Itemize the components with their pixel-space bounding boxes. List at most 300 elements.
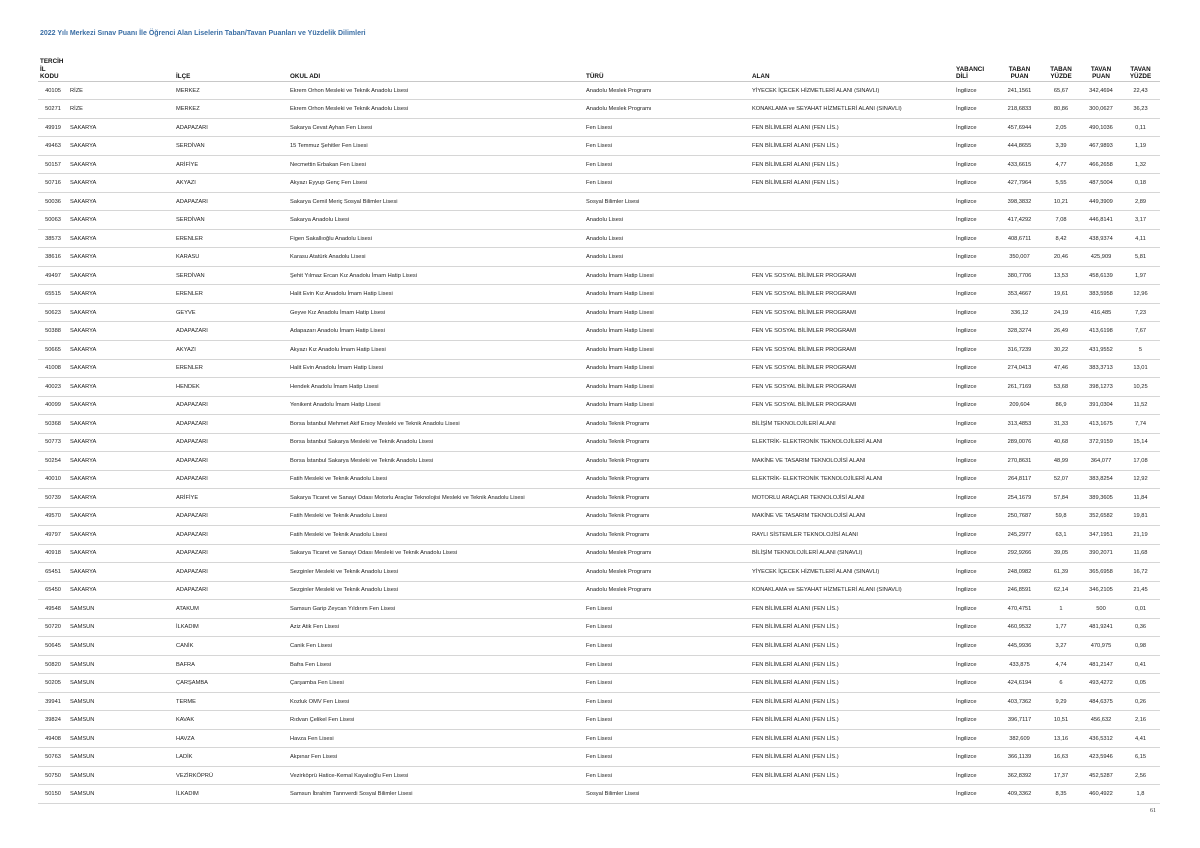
ilce-cell: ADAPAZARI [174, 396, 288, 415]
il-cell: SAKARYA [68, 341, 174, 360]
taban-puan-cell: 248,0982 [998, 563, 1041, 582]
turu-cell: Anadolu Lisesi [584, 248, 750, 267]
tavan-yuzde-cell: 22,43 [1121, 81, 1160, 100]
ilce-cell: ADAPAZARI [174, 415, 288, 434]
okul-adi-cell: Kozluk OMV Fen Lisesi [288, 692, 584, 711]
taban-yuzde-cell: 80,86 [1041, 100, 1081, 119]
taban-yuzde-cell: 1 [1041, 600, 1081, 619]
taban-yuzde-cell: 1,77 [1041, 618, 1081, 637]
tercih-kodu-cell: 50820 [38, 655, 68, 674]
taban-puan-cell: 396,7117 [998, 711, 1041, 730]
yabanci-dili-cell: İngilizce [954, 285, 998, 304]
taban-yuzde-cell: 65,67 [1041, 81, 1081, 100]
okul-adi-cell: Rıdvan Çelikel Fen Lisesi [288, 711, 584, 730]
table-row [38, 748, 1160, 767]
yabanci-dili-cell: İngilizce [954, 100, 998, 119]
tercih-kodu-cell: 50388 [38, 322, 68, 341]
alan-cell [750, 211, 954, 230]
table-row [38, 655, 1160, 674]
alan-cell: FEN BİLİMLERİ ALANI (FEN LİS.) [750, 692, 954, 711]
turu-cell: Anadolu Teknik Programı [584, 415, 750, 434]
okul-adi-cell: Borsa İstanbul Sakarya Mesleki ve Teknik Anadolu Lisesi [288, 433, 584, 452]
tavan-puan-cell: 389,3605 [1081, 489, 1121, 508]
alan-cell: FEN BİLİMLERİ ALANI (FEN LİS.) [750, 155, 954, 174]
header-taban-yuzde: TABAN YÜZDE [1041, 58, 1081, 81]
alan-cell: FEN BİLİMLERİ ALANI (FEN LİS.) [750, 711, 954, 730]
taban-yuzde-cell: 13,53 [1041, 266, 1081, 285]
taban-yuzde-cell: 40,68 [1041, 433, 1081, 452]
taban-puan-cell: 460,9532 [998, 618, 1041, 637]
il-cell: SAMSUN [68, 637, 174, 656]
taban-yuzde-cell: 52,07 [1041, 470, 1081, 489]
yabanci-dili-cell: İngilizce [954, 229, 998, 248]
tercih-kodu-cell: 41008 [38, 359, 68, 378]
taban-puan-cell: 292,9266 [998, 544, 1041, 563]
tercih-kodu-cell: 40099 [38, 396, 68, 415]
alan-cell: MOTORLU ARAÇLAR TEKNOLOJİSİ ALANI [750, 489, 954, 508]
okul-adi-cell: Borsa İstanbul Mehmet Akif Ersoy Mesleki ve Teknik Anadolu Lisesi [288, 415, 584, 434]
tercih-kodu-cell: 40918 [38, 544, 68, 563]
alan-cell: KONAKLAMA ve SEYAHAT HİZMETLERİ ALANI (SINAVLI) [750, 100, 954, 119]
yabanci-dili-cell: İngilizce [954, 452, 998, 471]
tavan-puan-cell: 416,485 [1081, 303, 1121, 322]
table-row [38, 322, 1160, 341]
ilce-cell: BAFRA [174, 655, 288, 674]
turu-cell: Fen Lisesi [584, 711, 750, 730]
page-number: 61 [1150, 808, 1156, 814]
tavan-puan-cell: 481,2147 [1081, 655, 1121, 674]
tercih-kodu-cell: 50665 [38, 341, 68, 360]
tavan-yuzde-cell: 0,36 [1121, 618, 1160, 637]
tavan-yuzde-cell: 0,18 [1121, 174, 1160, 193]
table-row [38, 248, 1160, 267]
yabanci-dili-cell: İngilizce [954, 211, 998, 230]
ilce-cell: İLKADIM [174, 785, 288, 804]
tavan-puan-cell: 446,8141 [1081, 211, 1121, 230]
okul-adi-cell: Akpınar Fen Lisesi [288, 748, 584, 767]
tavan-yuzde-cell: 12,92 [1121, 470, 1160, 489]
scores-table [38, 58, 1160, 804]
okul-adi-cell: Yenikent Anadolu İmam Hatip Lisesi [288, 396, 584, 415]
ilce-cell: ERENLER [174, 359, 288, 378]
tercih-kodu-cell: 50716 [38, 174, 68, 193]
tavan-yuzde-cell: 1,8 [1121, 785, 1160, 804]
ilce-cell: VEZİRKÖPRÜ [174, 766, 288, 785]
taban-yuzde-cell: 26,49 [1041, 322, 1081, 341]
turu-cell: Fen Lisesi [584, 766, 750, 785]
taban-puan-cell: 433,6615 [998, 155, 1041, 174]
tavan-yuzde-cell: 10,25 [1121, 378, 1160, 397]
table-row [38, 618, 1160, 637]
tercih-kodu-cell: 50254 [38, 452, 68, 471]
alan-cell: FEN BİLİMLERİ ALANI (FEN LİS.) [750, 600, 954, 619]
tavan-yuzde-cell: 21,45 [1121, 581, 1160, 600]
tercih-kodu-cell: 65515 [38, 285, 68, 304]
taban-puan-cell: 457,6944 [998, 118, 1041, 137]
tercih-kodu-cell: 50271 [38, 100, 68, 119]
taban-yuzde-cell: 17,37 [1041, 766, 1081, 785]
okul-adi-cell: Karasu Atatürk Anadolu Lisesi [288, 248, 584, 267]
okul-adi-cell: Adapazarı Anadolu İmam Hatip Lisesi [288, 322, 584, 341]
ilce-cell: KARASU [174, 248, 288, 267]
tavan-puan-cell: 470,975 [1081, 637, 1121, 656]
table-row [38, 526, 1160, 545]
tavan-puan-cell: 352,6582 [1081, 507, 1121, 526]
okul-adi-cell: Akyazı Kız Anadolu İmam Hatip Lisesi [288, 341, 584, 360]
il-cell: SAKARYA [68, 266, 174, 285]
turu-cell: Anadolu İmam Hatip Lisesi [584, 378, 750, 397]
ilce-cell: ATAKUM [174, 600, 288, 619]
il-cell: SAKARYA [68, 396, 174, 415]
tavan-yuzde-cell: 0,11 [1121, 118, 1160, 137]
table-row [38, 785, 1160, 804]
il-cell: SAKARYA [68, 489, 174, 508]
tavan-yuzde-cell: 7,74 [1121, 415, 1160, 434]
alan-cell: KONAKLAMA ve SEYAHAT HİZMETLERİ ALANI (SINAVLI) [750, 581, 954, 600]
ilce-cell: HENDEK [174, 378, 288, 397]
ilce-cell: ADAPAZARI [174, 192, 288, 211]
yabanci-dili-cell: İngilizce [954, 507, 998, 526]
tercih-kodu-cell: 65451 [38, 563, 68, 582]
tercih-kodu-cell: 50063 [38, 211, 68, 230]
table-row [38, 81, 1160, 100]
tavan-puan-cell: 383,5958 [1081, 285, 1121, 304]
tercih-kodu-cell: 49919 [38, 118, 68, 137]
table-row [38, 229, 1160, 248]
taban-yuzde-cell: 31,33 [1041, 415, 1081, 434]
alan-cell: MAKİNE VE TASARIM TEKNOLOJİSİ ALANI [750, 452, 954, 471]
tavan-puan-cell: 364,077 [1081, 452, 1121, 471]
turu-cell: Fen Lisesi [584, 692, 750, 711]
yabanci-dili-cell: İngilizce [954, 303, 998, 322]
header-ilce: İLÇE [174, 58, 288, 81]
alan-cell: YİYECEK İÇECEK HİZMETLERİ ALANI (SINAVLI) [750, 81, 954, 100]
yabanci-dili-cell: İngilizce [954, 378, 998, 397]
tercih-kodu-cell: 49570 [38, 507, 68, 526]
yabanci-dili-cell: İngilizce [954, 248, 998, 267]
taban-yuzde-cell: 8,35 [1041, 785, 1081, 804]
tercih-kodu-cell: 50623 [38, 303, 68, 322]
tavan-yuzde-cell: 5,81 [1121, 248, 1160, 267]
okul-adi-cell: Aziz Atik Fen Lisesi [288, 618, 584, 637]
taban-puan-cell: 270,8631 [998, 452, 1041, 471]
tavan-puan-cell: 423,5946 [1081, 748, 1121, 767]
header-turu: TÜRÜ [584, 58, 750, 81]
taban-puan-cell: 353,4667 [998, 285, 1041, 304]
tavan-puan-cell: 484,6375 [1081, 692, 1121, 711]
table-row [38, 637, 1160, 656]
tavan-yuzde-cell: 4,11 [1121, 229, 1160, 248]
tercih-kodu-cell: 50368 [38, 415, 68, 434]
il-cell: SAKARYA [68, 137, 174, 156]
yabanci-dili-cell: İngilizce [954, 674, 998, 693]
taban-yuzde-cell: 86,9 [1041, 396, 1081, 415]
tavan-yuzde-cell: 0,26 [1121, 692, 1160, 711]
tavan-yuzde-cell: 11,84 [1121, 489, 1160, 508]
taban-yuzde-cell: 4,77 [1041, 155, 1081, 174]
okul-adi-cell: Hendek Anadolu İmam Hatip Lisesi [288, 378, 584, 397]
tavan-yuzde-cell: 1,32 [1121, 155, 1160, 174]
alan-cell: FEN VE SOSYAL BİLİMLER PROGRAMI [750, 322, 954, 341]
il-cell: RİZE [68, 100, 174, 119]
tavan-yuzde-cell: 2,56 [1121, 766, 1160, 785]
yabanci-dili-cell: İngilizce [954, 711, 998, 730]
taban-yuzde-cell: 8,42 [1041, 229, 1081, 248]
alan-cell: FEN VE SOSYAL BİLİMLER PROGRAMI [750, 303, 954, 322]
tavan-yuzde-cell: 1,97 [1121, 266, 1160, 285]
taban-puan-cell: 254,1679 [998, 489, 1041, 508]
ilce-cell: GEYVE [174, 303, 288, 322]
table-row [38, 174, 1160, 193]
okul-adi-cell: Fatih Mesleki ve Teknik Anadolu Lisesi [288, 470, 584, 489]
turu-cell: Anadolu İmam Hatip Lisesi [584, 285, 750, 304]
tavan-puan-cell: 346,2105 [1081, 581, 1121, 600]
il-cell: SAKARYA [68, 211, 174, 230]
tercih-kodu-cell: 50157 [38, 155, 68, 174]
yabanci-dili-cell: İngilizce [954, 600, 998, 619]
il-cell: SAMSUN [68, 711, 174, 730]
tavan-yuzde-cell: 1,19 [1121, 137, 1160, 156]
turu-cell: Anadolu Lisesi [584, 229, 750, 248]
table-row [38, 470, 1160, 489]
taban-puan-cell: 250,7687 [998, 507, 1041, 526]
okul-adi-cell: Şehit Yılmaz Ercan Kız Anadolu İmam Hatip Lisesi [288, 266, 584, 285]
tavan-yuzde-cell: 21,19 [1121, 526, 1160, 545]
ilce-cell: KAVAK [174, 711, 288, 730]
yabanci-dili-cell: İngilizce [954, 266, 998, 285]
taban-yuzde-cell: 10,21 [1041, 192, 1081, 211]
okul-adi-cell: Ekrem Orhon Mesleki ve Teknik Anadolu Lisesi [288, 100, 584, 119]
il-cell: SAMSUN [68, 785, 174, 804]
taban-puan-cell: 274,0413 [998, 359, 1041, 378]
tavan-puan-cell: 347,1951 [1081, 526, 1121, 545]
okul-adi-cell: Akyazı Eyyup Genç Fen Lisesi [288, 174, 584, 193]
ilce-cell: SERDİVAN [174, 211, 288, 230]
taban-puan-cell: 382,609 [998, 729, 1041, 748]
alan-cell: MAKİNE VE TASARIM TEKNOLOJİSİ ALANI [750, 507, 954, 526]
okul-adi-cell: Samsun İbrahim Tannverdi Sosyal Bilimler Lisesi [288, 785, 584, 804]
turu-cell: Anadolu İmam Hatip Lisesi [584, 266, 750, 285]
taban-yuzde-cell: 48,99 [1041, 452, 1081, 471]
header-tavan-yuzde: TAVAN YÜZDE [1121, 58, 1160, 81]
turu-cell: Anadolu Lisesi [584, 211, 750, 230]
tavan-yuzde-cell: 17,08 [1121, 452, 1160, 471]
turu-cell: Anadolu Meslek Programı [584, 81, 750, 100]
il-cell: SAKARYA [68, 452, 174, 471]
turu-cell: Anadolu İmam Hatip Lisesi [584, 341, 750, 360]
table-row [38, 600, 1160, 619]
turu-cell: Fen Lisesi [584, 618, 750, 637]
taban-puan-cell: 241,1561 [998, 81, 1041, 100]
ilce-cell: ERENLER [174, 229, 288, 248]
yabanci-dili-cell: İngilizce [954, 415, 998, 434]
taban-yuzde-cell: 4,74 [1041, 655, 1081, 674]
tavan-puan-cell: 365,6958 [1081, 563, 1121, 582]
taban-puan-cell: 264,8117 [998, 470, 1041, 489]
taban-yuzde-cell: 3,39 [1041, 137, 1081, 156]
tavan-yuzde-cell: 4,41 [1121, 729, 1160, 748]
alan-cell: FEN BİLİMLERİ ALANI (FEN LİS.) [750, 618, 954, 637]
taban-puan-cell: 209,604 [998, 396, 1041, 415]
il-cell: SAKARYA [68, 526, 174, 545]
alan-cell: FEN BİLİMLERİ ALANI (FEN LİS.) [750, 748, 954, 767]
taban-puan-cell: 470,4751 [998, 600, 1041, 619]
table-header-row [38, 58, 1160, 81]
tercih-kodu-cell: 39824 [38, 711, 68, 730]
il-cell: SAKARYA [68, 248, 174, 267]
turu-cell: Anadolu Meslek Programı [584, 100, 750, 119]
il-cell: SAMSUN [68, 655, 174, 674]
ilce-cell: MERKEZ [174, 81, 288, 100]
tavan-yuzde-cell: 13,01 [1121, 359, 1160, 378]
ilce-cell: HAVZA [174, 729, 288, 748]
yabanci-dili-cell: İngilizce [954, 748, 998, 767]
turu-cell: Fen Lisesi [584, 137, 750, 156]
il-cell: SAKARYA [68, 155, 174, 174]
turu-cell: Fen Lisesi [584, 118, 750, 137]
alan-cell: FEN BİLİMLERİ ALANI (FEN LİS.) [750, 766, 954, 785]
table-row [38, 100, 1160, 119]
tavan-puan-cell: 493,4272 [1081, 674, 1121, 693]
il-cell: SAMSUN [68, 748, 174, 767]
table-row [38, 378, 1160, 397]
taban-yuzde-cell: 62,14 [1041, 581, 1081, 600]
yabanci-dili-cell: İngilizce [954, 155, 998, 174]
okul-adi-cell: 15 Temmuz Şehitler Fen Lisesi [288, 137, 584, 156]
okul-adi-cell: Figen Sakallıoğlu Anadolu Lisesi [288, 229, 584, 248]
taban-yuzde-cell: 6 [1041, 674, 1081, 693]
turu-cell: Fen Lisesi [584, 174, 750, 193]
tercih-kodu-cell: 39941 [38, 692, 68, 711]
turu-cell: Fen Lisesi [584, 600, 750, 619]
alan-cell: BİLİŞİM TEKNOLOJİLERİ ALANI (SINAVLI) [750, 544, 954, 563]
table-row [38, 303, 1160, 322]
alan-cell: FEN BİLİMLERİ ALANI (FEN LİS.) [750, 674, 954, 693]
il-cell: SAMSUN [68, 766, 174, 785]
tavan-puan-cell: 431,9552 [1081, 341, 1121, 360]
il-cell: SAKARYA [68, 229, 174, 248]
turu-cell: Anadolu Meslek Programı [584, 581, 750, 600]
ilce-cell: TERME [174, 692, 288, 711]
turu-cell: Anadolu Meslek Programı [584, 563, 750, 582]
taban-puan-cell: 433,875 [998, 655, 1041, 674]
turu-cell: Fen Lisesi [584, 637, 750, 656]
okul-adi-cell: Necmettin Erbakan Fen Lisesi [288, 155, 584, 174]
alan-cell: RAYLI SİSTEMLER TEKNOLOJİSİ ALANI [750, 526, 954, 545]
tercih-kodu-cell: 40010 [38, 470, 68, 489]
ilce-cell: ARİFİYE [174, 155, 288, 174]
taban-puan-cell: 336,12 [998, 303, 1041, 322]
taban-yuzde-cell: 7,08 [1041, 211, 1081, 230]
yabanci-dili-cell: İngilizce [954, 544, 998, 563]
turu-cell: Anadolu İmam Hatip Lisesi [584, 396, 750, 415]
turu-cell: Anadolu İmam Hatip Lisesi [584, 322, 750, 341]
tavan-yuzde-cell: 6,15 [1121, 748, 1160, 767]
okul-adi-cell: Sezginler Mesleki ve Teknik Anadolu Lisesi [288, 581, 584, 600]
tavan-yuzde-cell: 12,96 [1121, 285, 1160, 304]
tercih-kodu-cell: 50150 [38, 785, 68, 804]
taban-yuzde-cell: 20,46 [1041, 248, 1081, 267]
ilce-cell: ADAPAZARI [174, 563, 288, 582]
ilce-cell: ADAPAZARI [174, 433, 288, 452]
tercih-kodu-cell: 49548 [38, 600, 68, 619]
il-cell: SAKARYA [68, 563, 174, 582]
ilce-cell: ARİFİYE [174, 489, 288, 508]
taban-puan-cell: 328,3274 [998, 322, 1041, 341]
alan-cell: FEN BİLİMLERİ ALANI (FEN LİS.) [750, 637, 954, 656]
ilce-cell: AKYAZI [174, 341, 288, 360]
okul-adi-cell: Halit Evin Kız Anadolu İmam Hatip Lisesi [288, 285, 584, 304]
ilce-cell: SERDİVAN [174, 266, 288, 285]
ilce-cell: ADAPAZARI [174, 526, 288, 545]
taban-yuzde-cell: 57,84 [1041, 489, 1081, 508]
okul-adi-cell: Çarşamba Fen Lisesi [288, 674, 584, 693]
yabanci-dili-cell: İngilizce [954, 174, 998, 193]
taban-puan-cell: 245,2977 [998, 526, 1041, 545]
okul-adi-cell: Samsun Garip Zeycan Yıldırım Fen Lisesi [288, 600, 584, 619]
alan-cell [750, 229, 954, 248]
il-cell: SAKARYA [68, 544, 174, 563]
taban-yuzde-cell: 53,68 [1041, 378, 1081, 397]
il-cell: SAKARYA [68, 470, 174, 489]
taban-yuzde-cell: 3,27 [1041, 637, 1081, 656]
taban-yuzde-cell: 9,29 [1041, 692, 1081, 711]
table-row [38, 192, 1160, 211]
yabanci-dili-cell: İngilizce [954, 618, 998, 637]
tavan-yuzde-cell: 19,81 [1121, 507, 1160, 526]
header-taban-puan: TABAN PUAN [998, 58, 1041, 81]
tavan-yuzde-cell: 7,67 [1121, 322, 1160, 341]
okul-adi-cell: Geyve Kız Anadolu İmam Hatip Lisesi [288, 303, 584, 322]
il-cell: SAMSUN [68, 692, 174, 711]
alan-cell: YİYECEK İÇECEK HİZMETLERİ ALANI (SINAVLI) [750, 563, 954, 582]
table-row [38, 285, 1160, 304]
table-row [38, 563, 1160, 582]
turu-cell: Anadolu Meslek Programı [584, 544, 750, 563]
yabanci-dili-cell: İngilizce [954, 489, 998, 508]
tercih-kodu-cell: 49797 [38, 526, 68, 545]
taban-yuzde-cell: 19,61 [1041, 285, 1081, 304]
header-alan: ALAN [750, 58, 954, 81]
taban-puan-cell: 316,7239 [998, 341, 1041, 360]
alan-cell: FEN VE SOSYAL BİLİMLER PROGRAMI [750, 396, 954, 415]
table-row [38, 452, 1160, 471]
taban-puan-cell: 427,7964 [998, 174, 1041, 193]
yabanci-dili-cell: İngilizce [954, 341, 998, 360]
alan-cell: ELEKTRİK- ELEKTRONİK TEKNOLOJİLERİ ALANI [750, 470, 954, 489]
taban-yuzde-cell: 59,8 [1041, 507, 1081, 526]
il-cell: SAKARYA [68, 433, 174, 452]
tercih-kodu-cell: 50773 [38, 433, 68, 452]
taban-yuzde-cell: 5,55 [1041, 174, 1081, 193]
okul-adi-cell: Borsa İstanbul Sakarya Mesleki ve Teknik Anadolu Lisesi [288, 452, 584, 471]
ilce-cell: ADAPAZARI [174, 581, 288, 600]
yabanci-dili-cell: İngilizce [954, 470, 998, 489]
ilce-cell: ADAPAZARI [174, 322, 288, 341]
table-row [38, 137, 1160, 156]
alan-cell [750, 248, 954, 267]
ilce-cell: İLKADIM [174, 618, 288, 637]
alan-cell: FEN VE SOSYAL BİLİMLER PROGRAMI [750, 359, 954, 378]
tavan-puan-cell: 413,6198 [1081, 322, 1121, 341]
tercih-kodu-cell: 49408 [38, 729, 68, 748]
header-tavan-puan: TAVAN PUAN [1081, 58, 1121, 81]
taban-puan-cell: 409,3362 [998, 785, 1041, 804]
tercih-kodu-cell: 65450 [38, 581, 68, 600]
tavan-puan-cell: 487,5004 [1081, 174, 1121, 193]
table-row [38, 341, 1160, 360]
ilce-cell: ADAPAZARI [174, 452, 288, 471]
